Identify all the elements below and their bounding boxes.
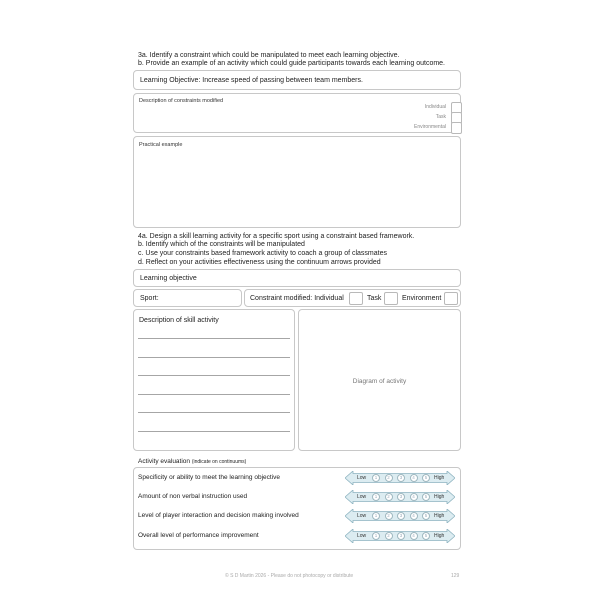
evaluation-item-label: Specificity or ability to meet the learning objective (138, 474, 280, 481)
question-4b: b. Identify which of the constraints will be manipulated (138, 241, 305, 248)
environment-checkbox[interactable] (444, 292, 458, 305)
option-environmental-checkbox[interactable] (451, 122, 462, 134)
learning-objective-box (133, 70, 461, 90)
practical-example-label: Practical example (139, 142, 183, 148)
continuum-scale-point[interactable]: 1 (372, 532, 380, 540)
writing-line (138, 375, 290, 376)
constraints-label: Description of constraints modified (139, 98, 224, 104)
evaluation-row (138, 471, 458, 485)
continuum-scale-point[interactable]: 3 (397, 532, 405, 540)
environment-label: Environment (402, 295, 442, 302)
continuum-scale-point[interactable]: 4 (410, 474, 418, 482)
evaluation-item-label: Overall level of performance improvement (138, 532, 259, 539)
task-checkbox[interactable] (384, 292, 398, 305)
practical-example-box[interactable] (133, 136, 461, 228)
continuum-arrow[interactable] (345, 509, 455, 523)
evaluation-row (138, 509, 458, 523)
option-environmental-label: Environmental (414, 124, 446, 130)
learning-objective-field[interactable] (133, 269, 461, 287)
continuum-scale-point[interactable]: 3 (397, 512, 405, 520)
continuum-scale-point[interactable]: 2 (385, 493, 393, 501)
diagram-box[interactable] (298, 309, 461, 451)
evaluation-row (138, 490, 458, 504)
learning-objective-field-label: Learning objective (140, 275, 197, 282)
constraints-box[interactable] (133, 93, 461, 133)
evaluation-title: Activity evaluation (138, 458, 191, 465)
continuum-scale-point[interactable]: 1 (372, 512, 380, 520)
continuum-high-label: High (434, 513, 445, 519)
continuum-low-label: Low (357, 494, 367, 500)
continuum-scale-point[interactable]: 5 (422, 532, 430, 540)
activity-evaluation-title (138, 458, 246, 465)
continuum-scale-point[interactable]: 3 (397, 474, 405, 482)
question-4c: c. Use your constraints based framework activity to coach a group of classmates (138, 250, 387, 257)
evaluation-note: (indicate on continuums) (191, 459, 247, 465)
writing-line (138, 357, 290, 358)
page-number: 129 (451, 573, 460, 579)
continuum-scale-point[interactable]: 4 (410, 532, 418, 540)
evaluation-item-label: Amount of non verbal instruction used (138, 493, 248, 500)
continuum-arrow[interactable] (345, 471, 455, 485)
continuum-low-label: Low (357, 513, 367, 519)
continuum-scale-point[interactable]: 5 (422, 493, 430, 501)
continuum-scale-point[interactable]: 4 (410, 493, 418, 501)
continuum-scale-point[interactable]: 5 (422, 512, 430, 520)
skill-activity-box[interactable] (133, 309, 295, 451)
continuum-low-label: Low (357, 475, 367, 481)
continuum-scale-point[interactable]: 2 (385, 474, 393, 482)
writing-line (138, 338, 290, 339)
continuum-scale-point[interactable]: 1 (372, 474, 380, 482)
continuum-high-label: High (434, 533, 445, 539)
continuum-scale-point[interactable]: 3 (397, 493, 405, 501)
continuum-scale-point[interactable]: 2 (385, 512, 393, 520)
continuum-scale-point[interactable]: 4 (410, 512, 418, 520)
continuum-scale-point[interactable]: 2 (385, 532, 393, 540)
continuum-arrow[interactable] (345, 490, 455, 504)
continuum-low-label: Low (357, 533, 367, 539)
option-task-label: Task (435, 114, 446, 120)
option-individual-label: Individual (424, 104, 446, 110)
continuum-high-label: High (434, 475, 445, 481)
question-3b: b. Provide an example of an activity which could guide participants towards each learning outcome. (138, 60, 446, 67)
continuum-high-label: High (434, 494, 445, 500)
individual-checkbox[interactable] (349, 292, 363, 305)
sport-label: Sport: (140, 295, 159, 302)
evaluation-row (138, 529, 458, 543)
question-3a: 3a. Identify a constraint which could be manipulated to meet each learning objective. (138, 52, 400, 59)
writing-line (138, 412, 290, 413)
task-label: Task (367, 295, 382, 302)
diagram-label: Diagram of activity (352, 378, 407, 385)
skill-activity-label: Description of skill activity (139, 317, 219, 324)
copyright-notice: © S D Martin 2026 - Please do not photocopy or distribute (225, 573, 354, 579)
writing-line (138, 394, 290, 395)
continuum-scale-point[interactable]: 5 (422, 474, 430, 482)
question-4a: 4a. Design a skill learning activity for a specific sport using a constraint based framework. (138, 233, 415, 240)
sport-field[interactable] (133, 289, 242, 307)
evaluation-item-label: Level of player interaction and decision making involved (138, 512, 299, 519)
question-4d: d. Reflect on your activities effectiveness using the continuum arrows provided (138, 259, 381, 266)
continuum-arrow[interactable] (345, 529, 455, 543)
constraint-modified-label: Constraint modified: Individual (250, 295, 344, 302)
writing-line (138, 431, 290, 432)
constraint-modified-field (244, 289, 461, 307)
learning-objective-text: Learning Objective: Increase speed of passing between team members. (140, 77, 363, 84)
continuum-scale-point[interactable]: 1 (372, 493, 380, 501)
